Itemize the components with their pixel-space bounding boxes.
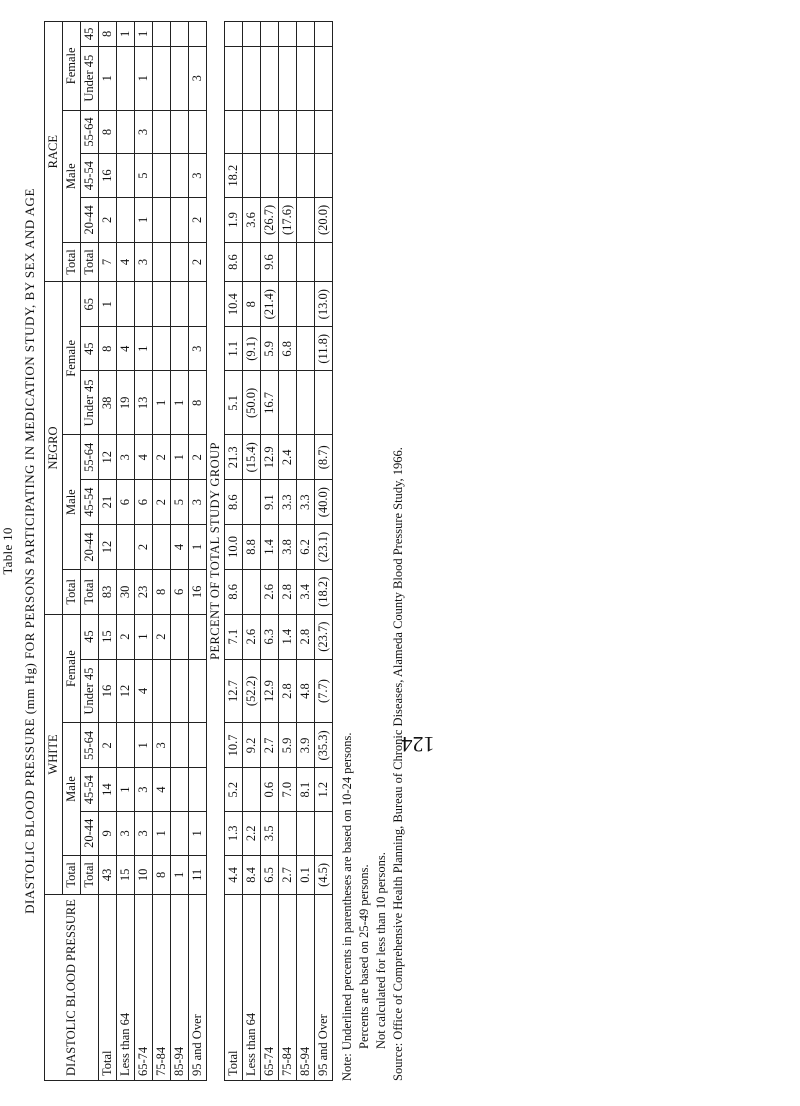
table-cell: (23.1) xyxy=(315,525,333,570)
table-cell: (26.7) xyxy=(261,197,279,242)
table-cell xyxy=(135,282,153,327)
table-cell: 1 xyxy=(99,282,117,327)
table-cell xyxy=(297,22,315,47)
table-cell xyxy=(297,110,315,154)
table-cell: 12 xyxy=(117,659,135,723)
table-cell xyxy=(225,46,243,110)
col-head: 65 xyxy=(81,282,99,327)
counts-body xyxy=(99,22,207,1081)
table-cell xyxy=(171,197,189,242)
table-cell xyxy=(243,46,261,110)
table-cell xyxy=(297,46,315,110)
table-cell xyxy=(189,282,207,327)
row-label: 95 and Over xyxy=(189,895,207,1081)
table-cell xyxy=(315,371,333,435)
table-cell: 8 xyxy=(153,855,171,894)
row-label: 95 and Over xyxy=(315,895,333,1081)
table-cell xyxy=(171,242,189,281)
table-cell xyxy=(117,723,135,768)
table-cell xyxy=(117,197,135,242)
table-cell: 1 xyxy=(117,768,135,812)
table-row xyxy=(297,22,315,1081)
col-head: 20-44 xyxy=(81,197,99,242)
group-male-n: Male xyxy=(63,435,81,570)
table-cell: 8 xyxy=(153,569,171,614)
table-cell xyxy=(279,110,297,154)
table-cell: 6.5 xyxy=(261,855,279,894)
table-cell: 1 xyxy=(171,371,189,435)
table-cell xyxy=(315,22,333,47)
group-male-w: Male xyxy=(63,723,81,855)
col-head: 45-54 xyxy=(81,154,99,198)
table-cell: 8.6 xyxy=(225,480,243,525)
note-label: Note: xyxy=(340,1053,354,1081)
table-cell xyxy=(171,282,189,327)
notes xyxy=(339,26,407,1081)
table-cell xyxy=(297,811,315,855)
col-head: Total xyxy=(81,855,99,894)
table-cell: 0.6 xyxy=(261,768,279,812)
table-cell: (50.0) xyxy=(243,371,261,435)
table-cell xyxy=(297,282,315,327)
table-cell: 2 xyxy=(153,435,171,480)
row-label: Total xyxy=(225,895,243,1081)
table-cell: 3 xyxy=(135,768,153,812)
table-cell: (13.0) xyxy=(315,282,333,327)
table-cell: 83 xyxy=(99,569,117,614)
table-cell xyxy=(297,371,315,435)
table-cell: 21 xyxy=(99,480,117,525)
table-cell: 21.3 xyxy=(225,435,243,480)
row-label: 65-74 xyxy=(261,895,279,1081)
table-cell: 9 xyxy=(99,811,117,855)
table-cell xyxy=(171,723,189,768)
col-head: 55-64 xyxy=(81,435,99,480)
table-cell xyxy=(243,480,261,525)
col-head: Under 45 xyxy=(81,371,99,435)
table-row xyxy=(99,22,117,1081)
table-cell xyxy=(171,110,189,154)
table-cell xyxy=(153,282,171,327)
table-cell: 6.8 xyxy=(279,327,297,371)
table-cell: 2 xyxy=(153,614,171,659)
table-cell: 3.9 xyxy=(297,723,315,768)
table-cell: 2.2 xyxy=(243,811,261,855)
table-cell: 8 xyxy=(99,110,117,154)
table-cell xyxy=(243,110,261,154)
table-cell: (9.1) xyxy=(243,327,261,371)
table-cell xyxy=(153,22,171,47)
table-cell: 6 xyxy=(171,569,189,614)
table-cell xyxy=(243,242,261,281)
table-cell: 3.3 xyxy=(279,480,297,525)
table-cell: 1 xyxy=(135,46,153,110)
table-row xyxy=(171,22,189,1081)
col-head: 55-64 xyxy=(81,110,99,154)
table-cell: 3 xyxy=(189,154,207,198)
table-cell xyxy=(297,242,315,281)
col-head: 45 xyxy=(81,327,99,371)
table-cell: 2.4 xyxy=(279,435,297,480)
row-label: Less than 64 xyxy=(243,895,261,1081)
table-cell: 16 xyxy=(99,659,117,723)
group-male-o: Male xyxy=(63,110,81,242)
table-cell xyxy=(279,46,297,110)
col-total-n: Total xyxy=(63,569,81,614)
table-cell: 3.5 xyxy=(261,811,279,855)
row-label: 85-94 xyxy=(297,895,315,1081)
table-cell xyxy=(171,768,189,812)
table-cell: 6 xyxy=(117,480,135,525)
table-cell: 3.8 xyxy=(279,525,297,570)
table-cell: 18.2 xyxy=(225,154,243,198)
table-cell: 2.7 xyxy=(279,855,297,894)
table-cell: 15 xyxy=(117,855,135,894)
table-cell: 3 xyxy=(189,480,207,525)
table-cell xyxy=(279,22,297,47)
table-cell: 1 xyxy=(189,525,207,570)
table-row xyxy=(117,22,135,1081)
table-cell: 14 xyxy=(99,768,117,812)
table-cell: 4 xyxy=(135,659,153,723)
table-cell: 2 xyxy=(189,242,207,281)
col-head: 45-54 xyxy=(81,768,99,812)
table-cell: 5.2 xyxy=(225,768,243,812)
table-cell: 1.1 xyxy=(225,327,243,371)
table-cell: 16.7 xyxy=(261,371,279,435)
table-cell xyxy=(243,154,261,198)
table-cell: 3 xyxy=(189,46,207,110)
table-cell: 9.6 xyxy=(261,242,279,281)
group-negro: NEGRO xyxy=(45,282,63,614)
table-cell: 4 xyxy=(117,242,135,281)
table-cell xyxy=(153,525,171,570)
table-cell: 6.2 xyxy=(297,525,315,570)
table-cell: 12 xyxy=(99,435,117,480)
table-cell xyxy=(117,282,135,327)
table-cell: 5 xyxy=(135,154,153,198)
table-cell: 2 xyxy=(99,197,117,242)
table-cell: 1.4 xyxy=(279,614,297,659)
table-cell xyxy=(171,811,189,855)
table-cell: 10.4 xyxy=(225,282,243,327)
table-cell xyxy=(279,811,297,855)
row-label: 75-84 xyxy=(279,895,297,1081)
table-cell: 2.8 xyxy=(297,614,315,659)
table-cell: 8 xyxy=(189,371,207,435)
col-head: 55-64 xyxy=(81,723,99,768)
table-cell: 4 xyxy=(171,525,189,570)
table-cell: 2.8 xyxy=(279,659,297,723)
table-cell: 3 xyxy=(189,327,207,371)
table-cell xyxy=(297,435,315,480)
table-cell: 8.1 xyxy=(297,768,315,812)
table-cell xyxy=(171,22,189,47)
table-cell xyxy=(243,22,261,47)
source-note: Source: Office of Comprehensive Health Planning, Bureau of Chronic Diseases, Alameda County Blood Pressure Study, 1966. xyxy=(391,447,405,1081)
col-head: Under 45 xyxy=(81,659,99,723)
table-row xyxy=(315,22,333,1081)
group-female-n: Female xyxy=(63,282,81,435)
table-cell: 3 xyxy=(135,242,153,281)
table-cell: 2 xyxy=(117,614,135,659)
table-cell: 1 xyxy=(99,46,117,110)
table-cell xyxy=(297,154,315,198)
table-cell: 4.8 xyxy=(297,659,315,723)
table-row xyxy=(225,22,243,1081)
table-cell: (18.2) xyxy=(315,569,333,614)
table-row xyxy=(135,22,153,1081)
col-head: Total xyxy=(81,242,99,281)
table-cell: 4.4 xyxy=(225,855,243,894)
col-total-w: Total xyxy=(63,855,81,894)
table-cell xyxy=(171,154,189,198)
table-cell xyxy=(117,154,135,198)
table-cell: 3.4 xyxy=(297,569,315,614)
table-cell: (35.3) xyxy=(315,723,333,768)
row-label: Less than 64 xyxy=(117,895,135,1081)
table-cell: 10.7 xyxy=(225,723,243,768)
table-cell: 9.1 xyxy=(261,480,279,525)
table-cell: 12.7 xyxy=(225,659,243,723)
note-1: Underlined percents in parentheses are based on 10-24 persons. xyxy=(340,732,354,1051)
table-cell: 1.2 xyxy=(315,768,333,812)
table-row xyxy=(261,22,279,1081)
table-cell: 1.4 xyxy=(261,525,279,570)
table-cell: 12.9 xyxy=(261,435,279,480)
table-cell: 8.8 xyxy=(243,525,261,570)
table-cell xyxy=(315,242,333,281)
table-cell: 5.1 xyxy=(225,371,243,435)
table-cell xyxy=(189,659,207,723)
table-cell: 4 xyxy=(135,435,153,480)
table-cell xyxy=(225,110,243,154)
col-head: 45 xyxy=(81,614,99,659)
table-cell: 0.1 xyxy=(297,855,315,894)
table-cell: 2.6 xyxy=(261,569,279,614)
table-cell: 1 xyxy=(171,855,189,894)
table-cell xyxy=(153,110,171,154)
table-cell: 10.0 xyxy=(225,525,243,570)
table-cell: 10 xyxy=(135,855,153,894)
table-title: DIASTOLIC BLOOD PRESSURE (mm Hg) FOR PERSONS PARTICIPATING IN MEDICATION STUDY, BY SEX AND AGE xyxy=(22,188,37,914)
table-cell xyxy=(189,723,207,768)
table-cell: (23.7) xyxy=(315,614,333,659)
table-cell: 5.9 xyxy=(261,327,279,371)
table-cell: 6.3 xyxy=(261,614,279,659)
percent-body xyxy=(225,22,333,1081)
table-cell: 4 xyxy=(153,768,171,812)
table-cell xyxy=(189,22,207,47)
table-cell: (40.0) xyxy=(315,480,333,525)
table-cell: 30 xyxy=(117,569,135,614)
table-cell: 3.3 xyxy=(297,480,315,525)
table-cell: 1.3 xyxy=(225,811,243,855)
table-cell: 2 xyxy=(153,480,171,525)
table-cell: 7.1 xyxy=(225,614,243,659)
table-cell xyxy=(189,614,207,659)
table-cell: 2 xyxy=(189,435,207,480)
table-cell xyxy=(153,154,171,198)
table-cell: 12 xyxy=(99,525,117,570)
table-cell: 8 xyxy=(243,282,261,327)
table-cell xyxy=(153,46,171,110)
table-cell: 9.2 xyxy=(243,723,261,768)
table-cell xyxy=(243,768,261,812)
table-cell: 7.0 xyxy=(279,768,297,812)
table-cell: 2 xyxy=(189,197,207,242)
table-cell xyxy=(315,46,333,110)
table-cell: (21.4) xyxy=(261,282,279,327)
col-head: 20-44 xyxy=(81,811,99,855)
table-cell: (17.6) xyxy=(279,197,297,242)
table-cell xyxy=(261,22,279,47)
table-cell: 1 xyxy=(153,811,171,855)
table-cell xyxy=(297,197,315,242)
table-cell: 16 xyxy=(189,569,207,614)
table-cell: 1 xyxy=(135,197,153,242)
table-cell: 8.4 xyxy=(243,855,261,894)
table-cell xyxy=(315,811,333,855)
table-cell: 8.6 xyxy=(225,569,243,614)
table-cell: 3 xyxy=(153,723,171,768)
group-female-w: Female xyxy=(63,614,81,723)
table-cell: 23 xyxy=(135,569,153,614)
row-label: Total xyxy=(99,895,117,1081)
table-cell xyxy=(171,659,189,723)
note-3: Not calculated for less than 10 persons. xyxy=(374,852,388,1049)
table-cell xyxy=(243,569,261,614)
table-cell: 3 xyxy=(117,435,135,480)
table-cell: 1 xyxy=(135,327,153,371)
table-cell xyxy=(189,768,207,812)
table-cell: (20.0) xyxy=(315,197,333,242)
table-row xyxy=(279,22,297,1081)
table-cell: 4 xyxy=(117,327,135,371)
table-cell: 5 xyxy=(171,480,189,525)
table-cell xyxy=(297,327,315,371)
table-cell: 2.7 xyxy=(261,723,279,768)
col-head: 45-54 xyxy=(81,480,99,525)
table-cell xyxy=(171,46,189,110)
row-label-header: DIASTOLIC BLOOD PRESSURE xyxy=(45,895,99,1081)
table-cell xyxy=(315,154,333,198)
table-cell: 3 xyxy=(135,811,153,855)
table-cell xyxy=(171,614,189,659)
table-cell: 1 xyxy=(153,371,171,435)
table-cell xyxy=(279,154,297,198)
table-label: Table 10 xyxy=(0,527,15,575)
table-cell: 1 xyxy=(135,22,153,47)
table-row xyxy=(243,22,261,1081)
table-cell: 7 xyxy=(99,242,117,281)
table-cell xyxy=(279,242,297,281)
row-label: 75-84 xyxy=(153,895,171,1081)
group-white: WHITE xyxy=(45,614,63,894)
table-cell: 8 xyxy=(99,327,117,371)
table-cell xyxy=(261,110,279,154)
row-label: 65-74 xyxy=(135,895,153,1081)
table-cell xyxy=(225,22,243,47)
table-cell: 1.9 xyxy=(225,197,243,242)
table-cell xyxy=(315,110,333,154)
table-row xyxy=(153,22,171,1081)
table-cell: (52.2) xyxy=(243,659,261,723)
col-head: Under 45 xyxy=(81,46,99,110)
table-cell: 3.6 xyxy=(243,197,261,242)
table-cell: 2 xyxy=(135,525,153,570)
col-total-o: Total xyxy=(63,242,81,281)
table-cell xyxy=(117,46,135,110)
table-cell xyxy=(189,110,207,154)
row-label: 85-94 xyxy=(171,895,189,1081)
col-head: 20-44 xyxy=(81,525,99,570)
group-other: RACE xyxy=(45,22,63,282)
table-cell xyxy=(117,525,135,570)
table-cell: 1 xyxy=(135,614,153,659)
group-female-o: Female xyxy=(63,22,81,111)
table-cell: 19 xyxy=(117,371,135,435)
table-cell: 11 xyxy=(189,855,207,894)
table-cell: (4.5) xyxy=(315,855,333,894)
table-cell xyxy=(153,659,171,723)
table-cell: 8.6 xyxy=(225,242,243,281)
table-cell: 2.6 xyxy=(243,614,261,659)
data-table xyxy=(44,21,333,1081)
table-cell xyxy=(171,327,189,371)
col-head: 45 xyxy=(81,22,99,47)
table-cell xyxy=(261,154,279,198)
table-cell: 13 xyxy=(135,371,153,435)
table-cell: 1 xyxy=(135,723,153,768)
table-cell xyxy=(117,110,135,154)
table-cell: (8.7) xyxy=(315,435,333,480)
table-cell xyxy=(153,197,171,242)
table-cell: 3 xyxy=(117,811,135,855)
table-cell: 3 xyxy=(135,110,153,154)
table-row xyxy=(189,22,207,1081)
table-cell: 12.9 xyxy=(261,659,279,723)
table-cell: (11.8) xyxy=(315,327,333,371)
table-cell: (7.7) xyxy=(315,659,333,723)
table-cell xyxy=(153,242,171,281)
table-cell xyxy=(279,371,297,435)
table-cell xyxy=(153,327,171,371)
table-cell: (15.4) xyxy=(243,435,261,480)
table-cell: 6 xyxy=(135,480,153,525)
table-cell: 1 xyxy=(117,22,135,47)
note-2: Percents are based on 25-49 persons. xyxy=(357,864,371,1049)
page-number: 124 xyxy=(401,732,435,757)
table-cell: 43 xyxy=(99,855,117,894)
table-cell: 1 xyxy=(171,435,189,480)
table-cell: 15 xyxy=(99,614,117,659)
section-heading: PERCENT OF TOTAL STUDY GROUP xyxy=(207,22,225,1081)
table-cell: 1 xyxy=(189,811,207,855)
col-head: Total xyxy=(81,569,99,614)
table-cell: 2.8 xyxy=(279,569,297,614)
table-cell: 8 xyxy=(99,22,117,47)
table-cell xyxy=(279,282,297,327)
table-cell xyxy=(261,46,279,110)
table-cell: 2 xyxy=(99,723,117,768)
table-cell: 5.9 xyxy=(279,723,297,768)
table-cell: 38 xyxy=(99,371,117,435)
table-cell: 16 xyxy=(99,154,117,198)
